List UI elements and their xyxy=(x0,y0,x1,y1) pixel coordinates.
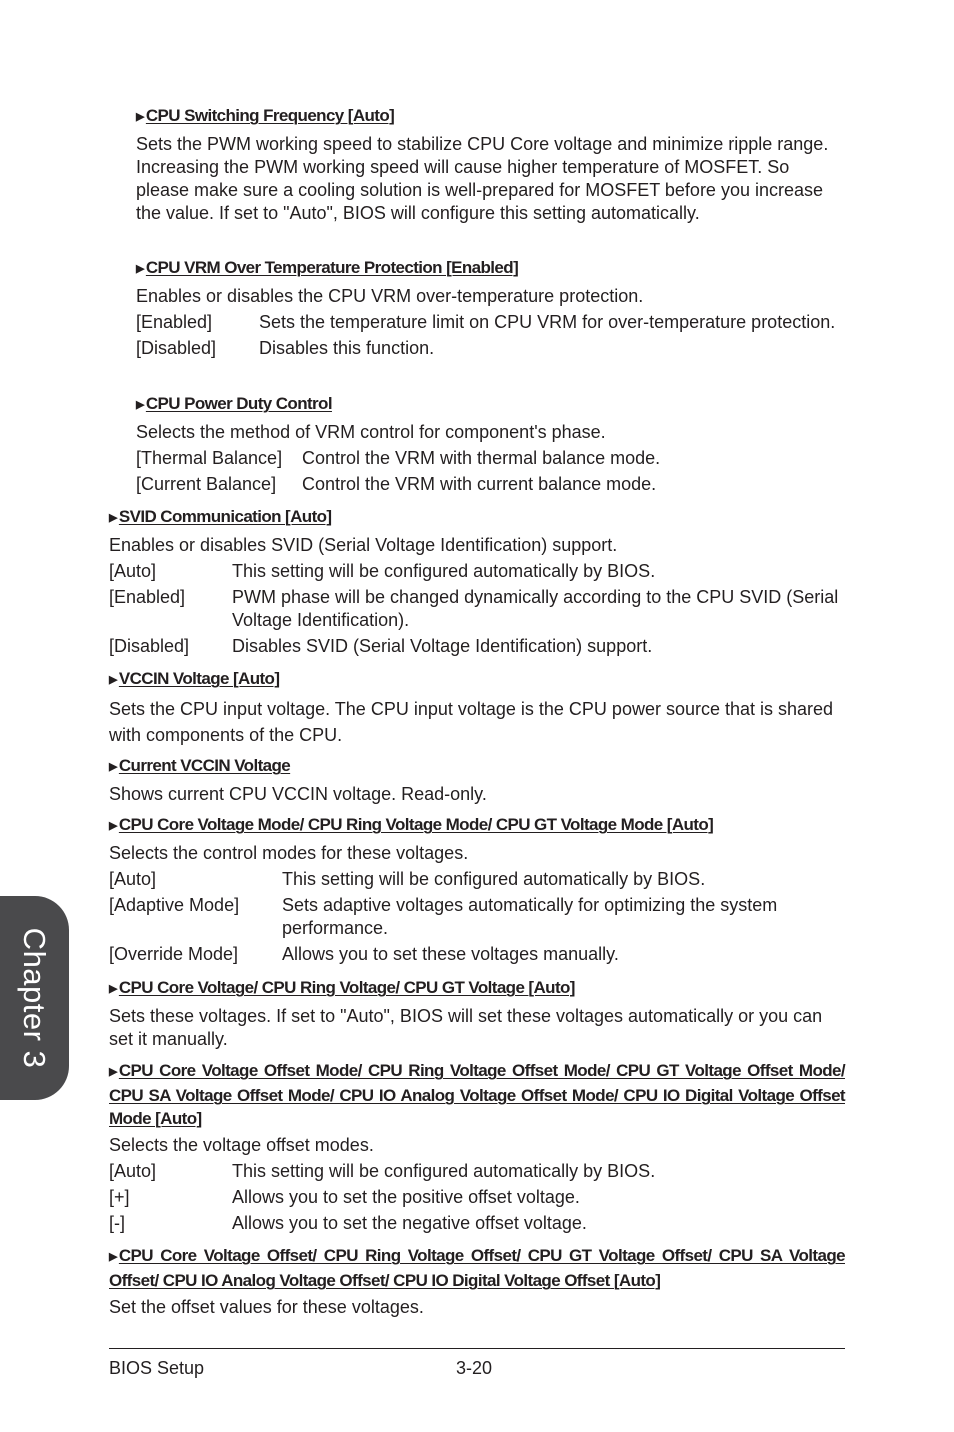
option-row xyxy=(109,560,845,583)
option-description: This setting will be configured automatically by BIOS. xyxy=(232,1161,656,1181)
section-heading: ▶ Current VCCIN Voltage xyxy=(109,754,845,779)
section-heading: ▶ CPU Power Duty Control xyxy=(136,392,845,417)
chapter-tab xyxy=(0,896,69,1100)
triangle-bullet-icon: ▶ xyxy=(136,111,144,123)
option-key: [Adaptive Mode] xyxy=(109,895,240,915)
triangle-bullet-icon: ▶ xyxy=(136,399,144,411)
section-heading: ▶ VCCIN Voltage [Auto] xyxy=(109,667,845,692)
section-body: Selects the voltage offset modes. xyxy=(109,1135,374,1155)
section-body: Shows current CPU VCCIN voltage. Read-only. xyxy=(109,784,487,804)
option-key: [Auto] xyxy=(109,1161,157,1181)
section-cpu-switching-frequency xyxy=(136,104,845,225)
option-description: Allows you to set these voltages manually. xyxy=(282,944,619,964)
triangle-bullet-icon: ▶ xyxy=(109,674,117,686)
triangle-bullet-icon: ▶ xyxy=(136,263,144,275)
option-row xyxy=(136,337,845,360)
section-heading: ▶ CPU Core Voltage Mode/ CPU Ring Voltage Mode/ CPU GT Voltage Mode [Auto] xyxy=(109,813,845,838)
triangle-bullet-icon: ▶ xyxy=(109,761,117,773)
chapter-tab-label: Chapter 3 xyxy=(17,927,52,1069)
option-description: Allows you to set the negative offset voltage. xyxy=(232,1213,587,1233)
triangle-bullet-icon: ▶ xyxy=(109,983,117,995)
option-description: Control the VRM with current balance mode. xyxy=(302,474,657,494)
section-current-vccin-voltage xyxy=(109,754,845,806)
option-key: [Override Mode] xyxy=(109,944,239,964)
footer-divider xyxy=(109,1348,845,1349)
option-key: [Enabled] xyxy=(109,587,186,607)
option-list xyxy=(109,868,845,966)
triangle-bullet-icon: ▶ xyxy=(109,820,117,832)
option-row xyxy=(109,1186,845,1209)
option-row xyxy=(109,943,845,966)
section-vccin-voltage xyxy=(109,667,845,748)
option-list xyxy=(109,1160,845,1235)
option-key: [Auto] xyxy=(109,869,157,889)
option-list xyxy=(109,560,845,658)
section-cpu-vrm-over-temperature-protection xyxy=(136,256,845,363)
section-cpu-core-voltage-mode xyxy=(109,813,845,969)
section-cpu-power-duty-control xyxy=(136,392,845,499)
section-body: Selects the control modes for these voltages. xyxy=(109,843,469,863)
option-key: [Disabled] xyxy=(136,338,217,358)
section-heading: ▶ CPU Core Voltage/ CPU Ring Voltage/ CPU GT Voltage [Auto] xyxy=(109,976,845,1001)
option-description: Disables SVID (Serial Voltage Identification) support. xyxy=(232,636,653,656)
section-body: Enables or disables the CPU VRM over-temperature protection. xyxy=(136,286,644,306)
page-number: 3-20 xyxy=(456,1358,493,1378)
section-body: Set the offset values for these voltages. xyxy=(109,1297,424,1317)
option-key: [Disabled] xyxy=(109,636,190,656)
option-description: PWM phase will be changed dynamically according to the CPU SVID (Serial Voltage Identification). xyxy=(232,587,839,630)
section-cpu-core-voltage xyxy=(109,976,845,1051)
option-description: Sets the temperature limit on CPU VRM for over-temperature protection. xyxy=(259,312,836,332)
option-row xyxy=(109,635,845,658)
option-row xyxy=(109,1212,845,1235)
section-body: Sets the PWM working speed to stabilize CPU Core voltage and minimize ripple range. Increasing the PWM working speed will cause higher temperature of MOSFET. So please make sure a cooling solution is well-prepared for MOSFET before you increase the value. If set to "Auto", BIOS will configure this setting automatically. xyxy=(136,134,829,223)
option-row xyxy=(136,473,845,496)
section-body: Enables or disables SVID (Serial Voltage Identification) support. xyxy=(109,535,618,555)
option-list xyxy=(136,311,845,360)
section-svid-communication xyxy=(109,505,845,661)
option-description: Sets adaptive voltages automatically for optimizing the system performance. xyxy=(282,895,778,938)
option-description: Allows you to set the positive offset voltage. xyxy=(232,1187,580,1207)
option-key: [Auto] xyxy=(109,561,157,581)
option-row xyxy=(136,311,845,334)
option-key: [Enabled] xyxy=(136,312,213,332)
section-body: Sets the CPU input voltage. The CPU input voltage is the CPU power source that is shared with components of the CPU. xyxy=(109,699,834,745)
option-row xyxy=(109,894,845,940)
option-key: [Current Balance] xyxy=(136,474,277,494)
option-row xyxy=(109,868,845,891)
section-heading: ▶ CPU VRM Over Temperature Protection [Enabled] xyxy=(136,256,845,281)
option-description: Disables this function. xyxy=(259,338,435,358)
option-row xyxy=(136,447,845,470)
section-heading: ▶ CPU Switching Frequency [Auto] xyxy=(136,104,845,129)
option-description: Control the VRM with thermal balance mode. xyxy=(302,448,661,468)
triangle-bullet-icon: ▶ xyxy=(109,512,117,524)
option-description: This setting will be configured automatically by BIOS. xyxy=(282,869,706,889)
footer-title: BIOS Setup xyxy=(109,1358,205,1378)
section-heading: ▶ CPU Core Voltage Offset/ CPU Ring Voltage Offset/ CPU GT Voltage Offset/ CPU SA Voltage Offset/ CPU IO Analog Voltage Offset/ CPU IO Digital Voltage Offset [Auto] xyxy=(109,1246,845,1290)
section-cpu-core-voltage-offset-mode xyxy=(109,1059,845,1238)
section-body: Selects the method of VRM control for component's phase. xyxy=(136,422,606,442)
section-heading: ▶ SVID Communication [Auto] xyxy=(109,505,845,530)
section-cpu-core-voltage-offset xyxy=(109,1244,845,1319)
option-key: [Thermal Balance] xyxy=(136,448,283,468)
option-key: [+] xyxy=(109,1187,130,1207)
triangle-bullet-icon: ▶ xyxy=(109,1066,117,1078)
option-row xyxy=(109,586,845,632)
option-key: [-] xyxy=(109,1213,125,1233)
section-body: Sets these voltages. If set to "Auto", BIOS will set these voltages automatically or you can set it manually. xyxy=(109,1006,823,1049)
option-list xyxy=(136,447,845,496)
option-row xyxy=(109,1160,845,1183)
option-description: This setting will be configured automatically by BIOS. xyxy=(232,561,656,581)
triangle-bullet-icon: ▶ xyxy=(109,1251,117,1263)
section-heading: ▶ CPU Core Voltage Offset Mode/ CPU Ring Voltage Offset Mode/ CPU GT Voltage Offset Mode/ CPU SA Voltage Offset Mode/ CPU IO Analog Voltage Offset Mode/ CPU IO Digital Voltage Offset Mode [Auto] xyxy=(109,1061,845,1128)
